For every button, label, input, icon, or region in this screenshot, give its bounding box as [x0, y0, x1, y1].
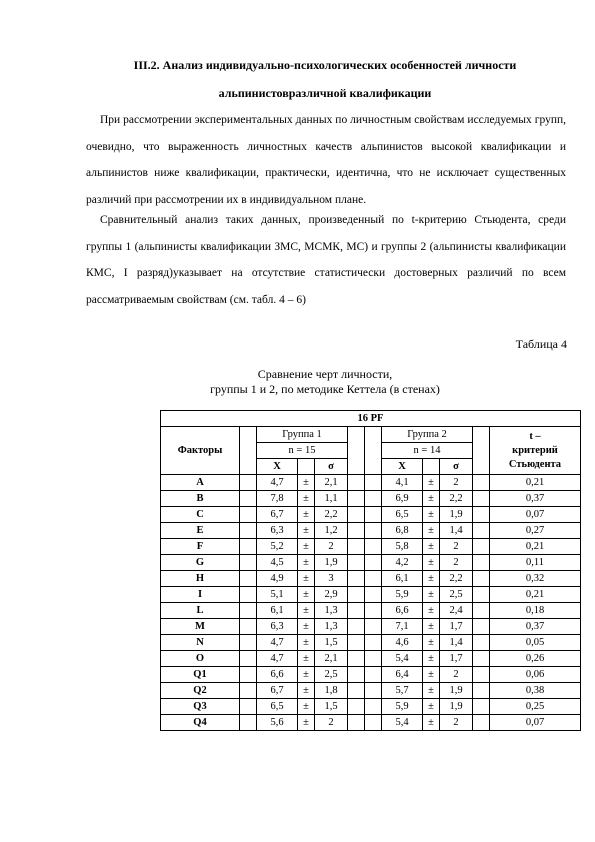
- spacer-cell: [365, 571, 382, 587]
- factor-cell: O: [161, 651, 240, 667]
- spacer-cell: [348, 619, 365, 635]
- group2-plusminus-cell: ±: [423, 635, 440, 651]
- group2-sigma-cell: 2: [440, 539, 473, 555]
- t-value-cell: 0,18: [490, 603, 581, 619]
- group1-mean-cell: 6,3: [257, 523, 298, 539]
- group2-mean-cell: 6,1: [382, 571, 423, 587]
- group2-mean-cell: 6,5: [382, 507, 423, 523]
- group2-mean-cell: 5,4: [382, 651, 423, 667]
- group1-mean-cell: 5,2: [257, 539, 298, 555]
- group1-sigma-cell: 2,5: [315, 667, 348, 683]
- group1-sigma-cell: 1,1: [315, 491, 348, 507]
- spacer-cell: [240, 635, 257, 651]
- group2-mean-cell: 5,9: [382, 699, 423, 715]
- group2-sigma-cell: 2,5: [440, 587, 473, 603]
- spacer-cell: [473, 635, 490, 651]
- group1-plusminus-cell: ±: [298, 507, 315, 523]
- factor-cell: E: [161, 523, 240, 539]
- group2-mean-cell: 4,1: [382, 475, 423, 491]
- group1-plusminus-cell: ±: [298, 555, 315, 571]
- group1-x-header: X: [257, 459, 298, 475]
- spacer-cell: [348, 507, 365, 523]
- group1-sigma-cell: 1,9: [315, 555, 348, 571]
- group1-plusminus-cell: ±: [298, 699, 315, 715]
- group2-name: Группа 2: [382, 427, 473, 443]
- group1-mean-cell: 6,6: [257, 667, 298, 683]
- table-row: [161, 507, 581, 523]
- table-row: [161, 523, 581, 539]
- t-value-cell: 0,37: [490, 619, 581, 635]
- group2-plusminus-cell: ±: [423, 715, 440, 731]
- t-header-line2: критерий: [512, 444, 558, 456]
- group2-mean-cell: 6,4: [382, 667, 423, 683]
- table-title-line1: Сравнение черт личности,: [257, 367, 393, 381]
- spacer-cell: [365, 619, 382, 635]
- spacer-cell: [365, 555, 382, 571]
- group2-sigma-cell: 2: [440, 667, 473, 683]
- group1-sigma-cell: 2,1: [315, 475, 348, 491]
- group2-plusminus-cell: ±: [423, 587, 440, 603]
- spacer-cell: [473, 427, 490, 475]
- factor-cell: Q4: [161, 715, 240, 731]
- t-value-cell: 0,07: [490, 507, 581, 523]
- group1-plusminus-cell: ±: [298, 715, 315, 731]
- group1-sigma-cell: 2,9: [315, 587, 348, 603]
- group1-mean-cell: 6,3: [257, 619, 298, 635]
- spacer-cell: [240, 603, 257, 619]
- spacer-cell: [348, 603, 365, 619]
- table-row: [161, 619, 581, 635]
- spacer-cell: [365, 491, 382, 507]
- group1-plusminus-cell: ±: [298, 539, 315, 555]
- spacer-cell: [365, 475, 382, 491]
- group1-pm-header: [298, 459, 315, 475]
- spacer-cell: [365, 715, 382, 731]
- paragraph-1: При рассмотрении экспериментальных данных по личностным свойствам исследуемых групп, очевидно, что выраженность личностных качеств альпинистов высокой квалификации и альпинистов ниже квалификации, практически, идентична, что не исключает существенных различий при рассмотрении их в индивидуальном плане.: [86, 114, 566, 207]
- table-title: [100, 367, 550, 397]
- group1-sigma-cell: 1,5: [315, 635, 348, 651]
- group1-sigma-cell: 1,5: [315, 699, 348, 715]
- group1-sigma-cell: 1,8: [315, 683, 348, 699]
- group2-mean-cell: 4,6: [382, 635, 423, 651]
- spacer-cell: [348, 587, 365, 603]
- spacer-cell: [365, 651, 382, 667]
- group1-mean-cell: 6,5: [257, 699, 298, 715]
- group2-sigma-cell: 1,9: [440, 507, 473, 523]
- spacer-cell: [473, 667, 490, 683]
- factor-cell: I: [161, 587, 240, 603]
- spacer-cell: [365, 427, 382, 475]
- factor-cell: Q2: [161, 683, 240, 699]
- t-value-cell: 0,21: [490, 475, 581, 491]
- spacer-cell: [365, 635, 382, 651]
- t-value-cell: 0,25: [490, 699, 581, 715]
- group2-mean-cell: 7,1: [382, 619, 423, 635]
- spacer-cell: [365, 523, 382, 539]
- group2-sigma-cell: 2,4: [440, 603, 473, 619]
- spacer-cell: [240, 667, 257, 683]
- group2-mean-cell: 6,9: [382, 491, 423, 507]
- group2-plusminus-cell: ±: [423, 491, 440, 507]
- spacer-cell: [348, 523, 365, 539]
- group1-sigma-cell: 2: [315, 715, 348, 731]
- group1-sigma-header: σ: [315, 459, 348, 475]
- group2-sigma-cell: 1,4: [440, 635, 473, 651]
- spacer-cell: [240, 523, 257, 539]
- spacer-cell: [348, 491, 365, 507]
- group2-n: n = 14: [382, 443, 473, 459]
- group1-plusminus-cell: ±: [298, 491, 315, 507]
- t-value-cell: 0,37: [490, 491, 581, 507]
- spacer-cell: [365, 587, 382, 603]
- group2-plusminus-cell: ±: [423, 619, 440, 635]
- group1-mean-cell: 4,7: [257, 651, 298, 667]
- table-body: [161, 475, 581, 731]
- spacer-cell: [365, 667, 382, 683]
- group1-mean-cell: 7,8: [257, 491, 298, 507]
- spacer-cell: [365, 539, 382, 555]
- factor-cell: G: [161, 555, 240, 571]
- spacer-cell: [473, 603, 490, 619]
- group2-mean-cell: 5,7: [382, 683, 423, 699]
- spacer-cell: [240, 427, 257, 475]
- group2-sigma-cell: 2: [440, 715, 473, 731]
- group1-sigma-cell: 1,3: [315, 603, 348, 619]
- table-row: [161, 635, 581, 651]
- group2-plusminus-cell: ±: [423, 555, 440, 571]
- group1-n: n = 15: [257, 443, 348, 459]
- group1-mean-cell: 4,5: [257, 555, 298, 571]
- spacer-cell: [365, 683, 382, 699]
- group1-plusminus-cell: ±: [298, 571, 315, 587]
- group2-x-header: X: [382, 459, 423, 475]
- factor-cell: F: [161, 539, 240, 555]
- section-heading-line1: III.2. Анализ индивидуально-психологических особенностей личности: [133, 58, 517, 72]
- spacer-cell: [473, 523, 490, 539]
- spacer-cell: [348, 427, 365, 475]
- spacer-cell: [348, 635, 365, 651]
- table-row: [161, 571, 581, 587]
- group2-plusminus-cell: ±: [423, 667, 440, 683]
- group2-plusminus-cell: ±: [423, 475, 440, 491]
- spacer-cell: [240, 587, 257, 603]
- spacer-cell: [348, 651, 365, 667]
- t-header-line1: t –: [529, 430, 541, 442]
- group1-sigma-cell: 1,3: [315, 619, 348, 635]
- group2-mean-cell: 5,8: [382, 539, 423, 555]
- spacer-cell: [365, 507, 382, 523]
- group2-mean-cell: 5,9: [382, 587, 423, 603]
- t-value-cell: 0,21: [490, 539, 581, 555]
- group1-plusminus-cell: ±: [298, 635, 315, 651]
- spacer-cell: [348, 715, 365, 731]
- group1-plusminus-cell: ±: [298, 587, 315, 603]
- group1-plusminus-cell: ±: [298, 651, 315, 667]
- table-row: [161, 491, 581, 507]
- spacer-cell: [240, 699, 257, 715]
- table-row: [161, 555, 581, 571]
- table-row: [161, 539, 581, 555]
- group2-plusminus-cell: ±: [423, 699, 440, 715]
- spacer-cell: [240, 491, 257, 507]
- spacer-cell: [240, 555, 257, 571]
- group1-mean-cell: 6,1: [257, 603, 298, 619]
- results-table: [160, 410, 581, 731]
- spacer-cell: [348, 699, 365, 715]
- group2-plusminus-cell: ±: [423, 507, 440, 523]
- spacer-cell: [348, 667, 365, 683]
- group2-sigma-cell: 1,7: [440, 619, 473, 635]
- factors-header: Факторы: [161, 427, 240, 475]
- table-row: [161, 603, 581, 619]
- spacer-cell: [240, 715, 257, 731]
- factor-cell: L: [161, 603, 240, 619]
- group1-mean-cell: 4,7: [257, 475, 298, 491]
- spacer-cell: [240, 683, 257, 699]
- group2-mean-cell: 6,8: [382, 523, 423, 539]
- group1-sigma-cell: 1,2: [315, 523, 348, 539]
- factor-cell: H: [161, 571, 240, 587]
- group2-sigma-cell: 1,9: [440, 683, 473, 699]
- group1-sigma-cell: 2: [315, 539, 348, 555]
- t-criterion-header: [490, 427, 581, 475]
- group2-sigma-cell: 1,7: [440, 651, 473, 667]
- spacer-cell: [240, 651, 257, 667]
- spacer-cell: [240, 507, 257, 523]
- group2-sigma-cell: 2,2: [440, 571, 473, 587]
- table-row: [161, 667, 581, 683]
- spacer-cell: [348, 475, 365, 491]
- spacer-cell: [473, 587, 490, 603]
- table-row: [161, 699, 581, 715]
- t-value-cell: 0,32: [490, 571, 581, 587]
- spacer-cell: [240, 619, 257, 635]
- group1-mean-cell: 5,1: [257, 587, 298, 603]
- t-header-line3: Стьюдента: [508, 458, 562, 470]
- group1-plusminus-cell: ±: [298, 683, 315, 699]
- t-value-cell: 0,21: [490, 587, 581, 603]
- spacer-cell: [473, 475, 490, 491]
- spacer-cell: [473, 491, 490, 507]
- factor-cell: B: [161, 491, 240, 507]
- group2-sigma-cell: 1,4: [440, 523, 473, 539]
- t-value-cell: 0,06: [490, 667, 581, 683]
- spacer-cell: [473, 539, 490, 555]
- table-row: [161, 651, 581, 667]
- spacer-cell: [473, 683, 490, 699]
- factor-cell: M: [161, 619, 240, 635]
- spacer-cell: [240, 571, 257, 587]
- paragraph-2: Сравнительный анализ таких данных, произведенный по t-критерию Стьюдента, среди группы 1 (альпинисты квалификации ЗМС, МСМК, МС) и группы 2 (альпинисты квалификации КМС, I разряд)указывает на отсутствие статистически достоверных различий по всем рассматриваемым свойствам (см. табл. 4 – 6): [86, 214, 566, 307]
- spacer-cell: [348, 571, 365, 587]
- spacer-cell: [473, 571, 490, 587]
- group1-plusminus-cell: ±: [298, 619, 315, 635]
- table-row: [161, 587, 581, 603]
- group1-sigma-cell: 2,2: [315, 507, 348, 523]
- table-row: [161, 475, 581, 491]
- group2-sigma-cell: 2: [440, 555, 473, 571]
- spacer-cell: [473, 699, 490, 715]
- spacer-cell: [365, 603, 382, 619]
- group1-name: Группа 1: [257, 427, 348, 443]
- group2-sigma-cell: 2: [440, 475, 473, 491]
- spacer-cell: [473, 555, 490, 571]
- spacer-cell: [348, 555, 365, 571]
- section-heading-line2: альпинистовразличной квалификации: [218, 86, 432, 100]
- group2-sigma-cell: 2,2: [440, 491, 473, 507]
- spacer-cell: [473, 507, 490, 523]
- group1-sigma-cell: 2,1: [315, 651, 348, 667]
- t-value-cell: 0,27: [490, 523, 581, 539]
- table-label: Таблица 4: [515, 337, 567, 351]
- group2-sigma-header: σ: [440, 459, 473, 475]
- t-value-cell: 0,07: [490, 715, 581, 731]
- group2-plusminus-cell: ±: [423, 603, 440, 619]
- spacer-cell: [473, 651, 490, 667]
- group1-plusminus-cell: ±: [298, 667, 315, 683]
- group2-plusminus-cell: ±: [423, 539, 440, 555]
- factor-cell: Q1: [161, 667, 240, 683]
- group1-mean-cell: 6,7: [257, 683, 298, 699]
- table-top-header: 16 PF: [161, 411, 581, 427]
- factor-cell: Q3: [161, 699, 240, 715]
- group2-mean-cell: 5,4: [382, 715, 423, 731]
- group2-plusminus-cell: ±: [423, 523, 440, 539]
- t-value-cell: 0,11: [490, 555, 581, 571]
- group2-sigma-cell: 1,9: [440, 699, 473, 715]
- group1-mean-cell: 4,7: [257, 635, 298, 651]
- t-value-cell: 0,38: [490, 683, 581, 699]
- spacer-cell: [473, 619, 490, 635]
- factor-cell: A: [161, 475, 240, 491]
- group1-mean-cell: 4,9: [257, 571, 298, 587]
- group1-plusminus-cell: ±: [298, 603, 315, 619]
- group1-mean-cell: 5,6: [257, 715, 298, 731]
- group2-pm-header: [423, 459, 440, 475]
- group1-plusminus-cell: ±: [298, 475, 315, 491]
- spacer-cell: [240, 539, 257, 555]
- group2-mean-cell: 6,6: [382, 603, 423, 619]
- table-title-line2: группы 1 и 2, по методике Кеттела (в стенах): [210, 382, 440, 396]
- group2-plusminus-cell: ±: [423, 683, 440, 699]
- group1-plusminus-cell: ±: [298, 523, 315, 539]
- group2-plusminus-cell: ±: [423, 651, 440, 667]
- t-value-cell: 0,26: [490, 651, 581, 667]
- group1-sigma-cell: 3: [315, 571, 348, 587]
- group1-mean-cell: 6,7: [257, 507, 298, 523]
- group2-mean-cell: 4,2: [382, 555, 423, 571]
- group2-plusminus-cell: ±: [423, 571, 440, 587]
- spacer-cell: [240, 475, 257, 491]
- spacer-cell: [348, 683, 365, 699]
- table-row: [161, 715, 581, 731]
- spacer-cell: [473, 715, 490, 731]
- table-row: [161, 683, 581, 699]
- spacer-cell: [348, 539, 365, 555]
- factor-cell: N: [161, 635, 240, 651]
- t-value-cell: 0,05: [490, 635, 581, 651]
- spacer-cell: [365, 699, 382, 715]
- factor-cell: C: [161, 507, 240, 523]
